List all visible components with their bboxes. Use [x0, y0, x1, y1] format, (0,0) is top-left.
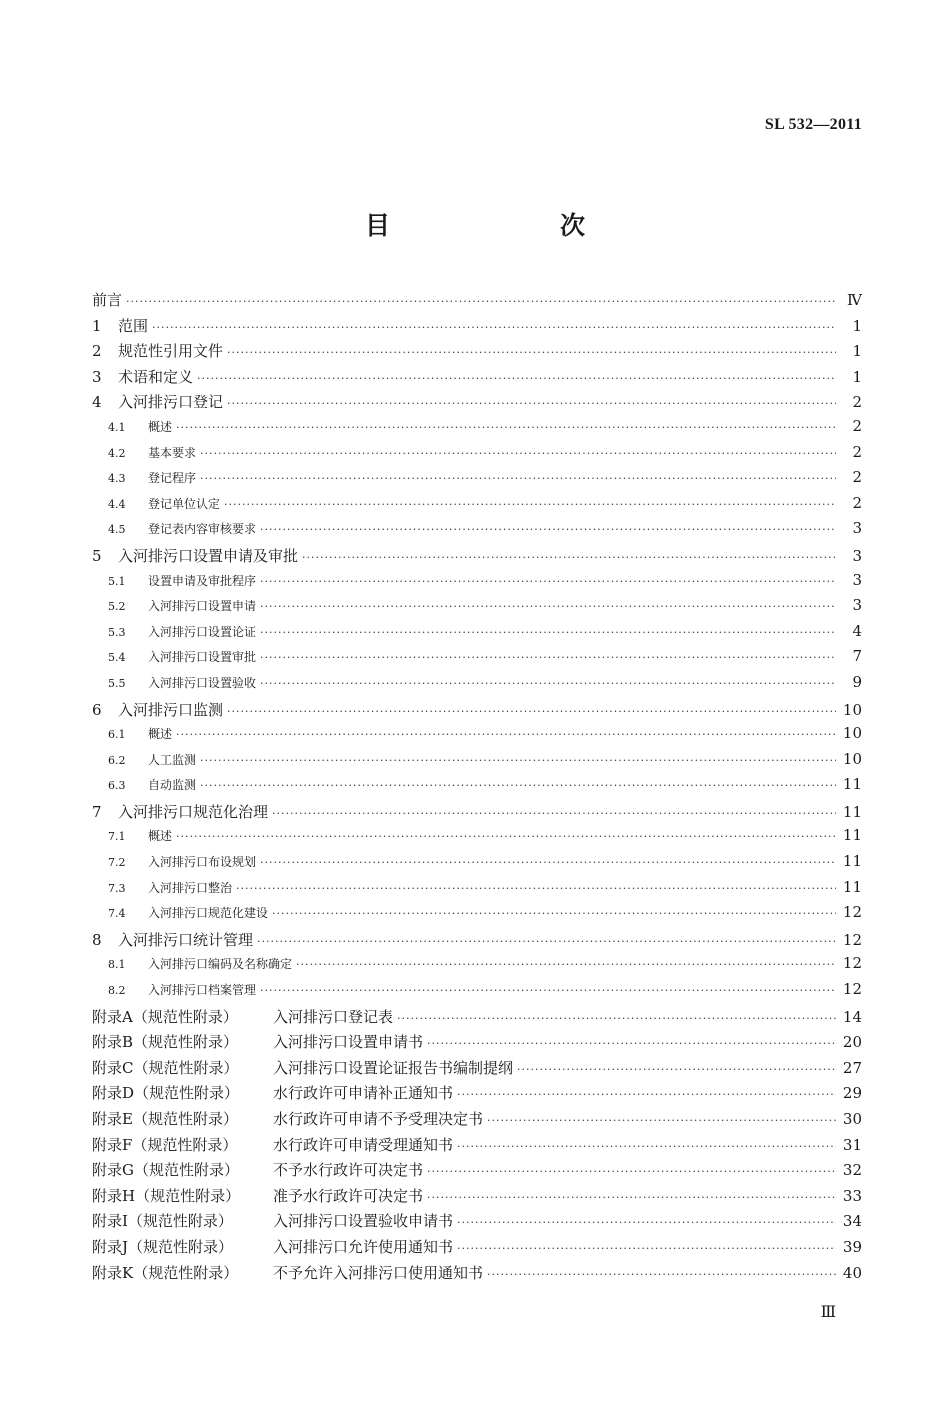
toc-entry[interactable]: [92, 315, 862, 341]
toc-entry-number: 5.1: [108, 574, 126, 588]
dot-leader: [200, 472, 836, 485]
dot-leader: [176, 728, 836, 741]
toc-entry-page: 2: [852, 442, 862, 461]
toc-entry-number: 4.3: [108, 472, 126, 486]
toc-entry-number: 7: [92, 802, 102, 821]
toc-entry-number: 4.2: [108, 446, 126, 460]
toc-entry-page: 2: [852, 416, 862, 435]
toc-entry-number: 附录G（规范性附录）: [92, 1161, 239, 1180]
toc-entry[interactable]: [92, 750, 862, 776]
dot-leader: [227, 397, 836, 410]
dot-leader: [227, 705, 836, 718]
toc-entry-page: 14: [842, 1007, 862, 1026]
toc-entry[interactable]: [92, 443, 862, 469]
dot-leader: [487, 1114, 836, 1127]
dot-leader: [260, 651, 836, 664]
toc-entry-title: 概述: [148, 727, 173, 742]
toc-entry-title: 入河排污口设置验收申请书: [273, 1212, 454, 1231]
toc-entry-title: 入河排污口设置申请书: [273, 1033, 424, 1052]
toc-entry[interactable]: [92, 673, 862, 699]
toc-entry-title: 入河排污口规范化建设: [148, 906, 269, 921]
page-title: 目 次: [364, 211, 625, 240]
toc-entry-title: 入河排污口统计管理: [118, 930, 254, 949]
toc-entry-title: 入河排污口布设规划: [148, 855, 257, 870]
toc-entry[interactable]: [92, 366, 862, 392]
toc-entry-page: 11: [842, 826, 862, 845]
dot-leader: [176, 421, 836, 434]
toc-entry[interactable]: [92, 545, 862, 571]
dot-leader: [427, 1165, 836, 1178]
toc-entry[interactable]: [92, 417, 862, 443]
toc-entry-number: 4.5: [108, 523, 126, 537]
toc-entry-number: 7.1: [108, 830, 126, 844]
toc-entry-title: 术语和定义: [118, 367, 194, 386]
toc-entry-page: 34: [842, 1212, 862, 1231]
toc-entry[interactable]: [92, 468, 862, 494]
toc-entry[interactable]: [92, 954, 862, 980]
toc-entry-title: 登记程序: [148, 471, 197, 486]
toc-entry[interactable]: [92, 801, 862, 827]
toc-entry-title: 基本要求: [148, 445, 197, 460]
dot-leader: [200, 754, 836, 767]
toc-entry-title: 入河排污口规范化治理: [118, 802, 269, 821]
dot-leader: [260, 677, 836, 690]
dot-leader: [487, 1268, 836, 1281]
toc-entry-number: 附录A（规范性附录）: [92, 1007, 238, 1026]
toc-entry-page: 1: [852, 367, 862, 386]
toc-entry-title: 登记单位认定: [148, 496, 221, 511]
toc-entry-page: 11: [842, 802, 862, 821]
toc-entry[interactable]: [92, 775, 862, 801]
dot-leader: [296, 958, 836, 971]
toc-entry-page: 2: [852, 393, 862, 412]
dot-leader: [200, 779, 836, 792]
toc-entry-page: 10: [842, 749, 862, 768]
dot-leader: [257, 935, 836, 948]
toc-entry[interactable]: [92, 699, 862, 725]
toc-entry-title: 入河排污口设置论证报告书编制提纲: [273, 1058, 514, 1077]
toc-entry-number: 5.3: [108, 625, 126, 639]
toc-entry-page: 29: [842, 1084, 862, 1103]
toc-entry[interactable]: [92, 647, 862, 673]
toc-appendix-entry[interactable]: [92, 1236, 862, 1262]
toc-entry-number: 附录D（规范性附录）: [92, 1084, 240, 1103]
toc-entry-title: 准予水行政许可决定书: [273, 1186, 424, 1205]
toc-entry-number: 附录F（规范性附录）: [92, 1135, 238, 1154]
toc-entry-number: 7.3: [108, 881, 126, 895]
toc-entry-number: 5.4: [108, 651, 126, 665]
toc-entry-page: Ⅳ: [847, 291, 862, 309]
toc-entry[interactable]: [92, 878, 862, 904]
toc-entry-number: 8.2: [108, 984, 126, 998]
toc-entry-title: 水行政许可申请不予受理决定书: [273, 1110, 484, 1128]
toc-entry-number: 4: [92, 393, 102, 412]
dot-leader: [260, 626, 836, 639]
toc-entry-title: 入河排污口档案管理: [148, 983, 257, 998]
toc-entry-page: 3: [852, 596, 862, 615]
toc-entry[interactable]: [92, 596, 862, 622]
toc-entry-number: 附录I（规范性附录）: [92, 1212, 233, 1231]
toc-entry-number: 6.2: [108, 753, 126, 767]
toc-entry[interactable]: [92, 519, 862, 545]
page-number: Ⅲ: [820, 1304, 836, 1321]
toc-appendix-entry[interactable]: [92, 1210, 862, 1236]
dot-leader: [457, 1242, 836, 1255]
toc-entry[interactable]: [92, 903, 862, 929]
table-of-contents: [92, 289, 862, 1287]
dot-leader: [517, 1063, 836, 1076]
toc-entry-title: 入河排污口设置验收: [148, 675, 257, 690]
dot-leader: [197, 372, 836, 385]
toc-entry-number: 2: [92, 342, 102, 361]
toc-entry-number: 4.4: [108, 497, 126, 511]
toc-entry-number: 7.4: [108, 907, 126, 921]
toc-entry[interactable]: [92, 571, 862, 597]
dot-leader: [272, 807, 836, 820]
toc-entry-number: 6.1: [108, 728, 126, 742]
toc-entry-number: 附录B（规范性附录）: [92, 1033, 239, 1052]
dot-leader: [302, 551, 836, 564]
standard-code: SL 532—2011: [764, 116, 862, 133]
toc-entry-title: 自动监测: [148, 778, 197, 793]
toc-entry-title: 入河排污口允许使用通知书: [273, 1237, 454, 1256]
toc-entry-page: 12: [842, 903, 862, 922]
toc-entry[interactable]: [92, 929, 862, 955]
toc-entry-title: 不予允许入河排污口使用通知书: [273, 1263, 484, 1282]
toc-entry-number: 8: [92, 930, 102, 949]
dot-leader: [260, 856, 836, 869]
toc-entry-page: 20: [842, 1033, 862, 1052]
toc-entry-number: 6: [92, 700, 102, 719]
toc-entry-page: 12: [842, 980, 862, 999]
toc-entry-title: 概述: [148, 829, 173, 844]
toc-entry-page: 33: [842, 1186, 862, 1205]
toc-entry-number: 附录E（规范性附录）: [92, 1110, 238, 1128]
toc-entry-page: 3: [852, 570, 862, 589]
toc-entry-page: 11: [842, 775, 862, 794]
toc-entry-number: 8.1: [108, 958, 126, 972]
toc-entry-title: 规范性引用文件: [118, 342, 224, 361]
toc-entry-title: 设置申请及审批程序: [148, 573, 257, 588]
dot-leader: [260, 600, 836, 613]
toc-entry-title: 登记表内容审核要求: [148, 522, 257, 537]
toc-entry-number: 附录K（规范性附录）: [92, 1263, 239, 1282]
toc-entry-title: 入河排污口监测: [118, 700, 224, 719]
toc-entry-number: 附录H（规范性附录）: [92, 1186, 241, 1205]
toc-appendix-entry[interactable]: [92, 1031, 862, 1057]
toc-entry-title: 入河排污口设置申请及审批: [118, 546, 299, 565]
dot-leader: [457, 1140, 836, 1153]
toc-entry[interactable]: [92, 852, 862, 878]
toc-appendix-entry[interactable]: [92, 1185, 862, 1211]
dot-leader: [176, 830, 836, 843]
dot-leader: [272, 907, 836, 920]
toc-entry-page: 4: [852, 621, 862, 640]
toc-entry[interactable]: [92, 724, 862, 750]
toc-entry-number: 5.2: [108, 600, 126, 614]
dot-leader: [397, 1012, 836, 1025]
dot-leader: [227, 346, 836, 359]
toc-entry-title: 入河排污口设置论证: [148, 624, 257, 639]
toc-entry-page: 2: [852, 493, 862, 512]
toc-appendix-entry[interactable]: [92, 1057, 862, 1083]
toc-appendix-entry[interactable]: [92, 1159, 862, 1185]
toc-entry-title: 入河排污口编码及名称确定: [148, 957, 293, 972]
toc-entry-page: 10: [842, 724, 862, 743]
toc-entry-page: 39: [842, 1237, 862, 1256]
toc-entry[interactable]: [92, 289, 862, 315]
dot-leader: [200, 447, 836, 460]
toc-entry-title: 不予水行政许可决定书: [273, 1161, 424, 1180]
toc-entry-title: 前言: [92, 291, 123, 309]
toc-entry-title: 人工监测: [148, 752, 197, 767]
toc-entry-number: 7.2: [108, 856, 126, 870]
toc-entry-page: 11: [842, 877, 862, 896]
toc-entry-page: 27: [842, 1058, 862, 1077]
toc-entry-page: 40: [842, 1263, 862, 1282]
toc-entry-page: 3: [852, 546, 862, 565]
toc-entry[interactable]: [92, 494, 862, 520]
dot-leader: [427, 1191, 836, 1204]
toc-entry-page: 10: [842, 700, 862, 719]
toc-entry-number: 附录J（规范性附录）: [92, 1237, 234, 1256]
dot-leader: [236, 882, 836, 895]
dot-leader: [457, 1088, 836, 1101]
toc-appendix-entry[interactable]: [92, 1134, 862, 1160]
toc-entry-title: 水行政许可申请受理通知书: [273, 1135, 454, 1154]
toc-entry[interactable]: [92, 980, 862, 1006]
toc-entry-page: 12: [842, 930, 862, 949]
toc-entry-number: 附录C（规范性附录）: [92, 1058, 239, 1077]
toc-entry-page: 2: [852, 468, 862, 487]
toc-entry-title: 入河排污口设置审批: [148, 650, 257, 665]
toc-entry-number: 5.5: [108, 676, 126, 690]
dot-leader: [126, 295, 836, 308]
toc-entry-number: 1: [92, 316, 102, 335]
dot-leader: [260, 984, 836, 997]
toc-entry-page: 9: [852, 672, 862, 691]
toc-entry-number: 3: [92, 367, 102, 386]
toc-entry[interactable]: [92, 340, 862, 366]
toc-entry-title: 入河排污口设置申请: [148, 599, 257, 614]
toc-entry[interactable]: [92, 622, 862, 648]
toc-entry-title: 入河排污口登记: [118, 393, 224, 412]
dot-leader: [260, 523, 836, 536]
dot-leader: [260, 575, 836, 588]
toc-entry-page: 12: [842, 954, 862, 973]
toc-appendix-entry[interactable]: [92, 1006, 862, 1032]
toc-entry-page: 30: [842, 1110, 862, 1128]
toc-entry-title: 范围: [118, 316, 149, 335]
toc-entry-number: 4.1: [108, 420, 126, 434]
toc-entry-title: 水行政许可申请补正通知书: [273, 1084, 454, 1103]
toc-appendix-entry[interactable]: [92, 1082, 862, 1108]
dot-leader: [457, 1216, 836, 1229]
dot-leader: [152, 321, 836, 334]
toc-entry-title: 概述: [148, 419, 173, 434]
toc-entry[interactable]: [92, 826, 862, 852]
dot-leader: [224, 498, 836, 511]
toc-entry-page: 1: [852, 316, 862, 335]
toc-entry-page: 11: [842, 852, 862, 871]
toc-entry-page: 32: [842, 1161, 862, 1180]
toc-entry-number: 6.3: [108, 779, 126, 793]
toc-entry-title: 入河排污口整治: [148, 880, 233, 895]
dot-leader: [427, 1037, 836, 1050]
toc-entry-page: 31: [842, 1135, 862, 1154]
toc-entry-page: 1: [852, 342, 862, 361]
toc-entry-page: 7: [852, 647, 862, 666]
toc-entry-number: 5: [92, 546, 102, 565]
toc-entry-page: 3: [852, 519, 862, 538]
toc-appendix-entry[interactable]: [92, 1108, 862, 1134]
toc-appendix-entry[interactable]: [92, 1262, 862, 1288]
toc-entry[interactable]: [92, 391, 862, 417]
toc-entry-title: 入河排污口登记表: [273, 1007, 394, 1026]
